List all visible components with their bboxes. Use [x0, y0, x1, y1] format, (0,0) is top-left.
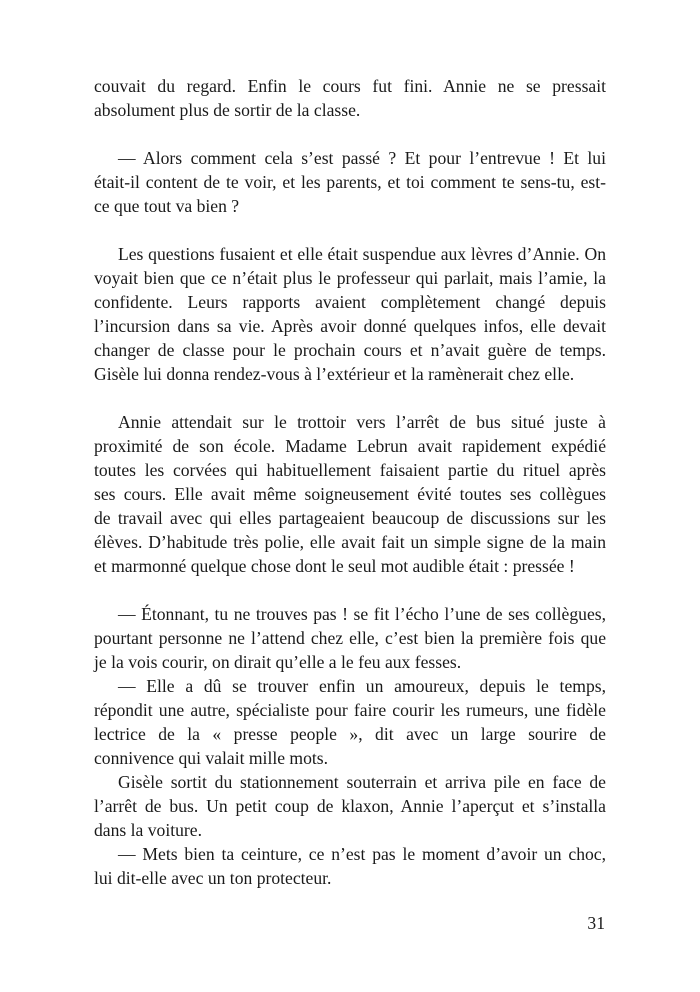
text-line: absolument plus de sortir de la classe. [94, 100, 361, 120]
text-line: voyait bien que ce n’était plus le professeur qui parlait, mais l’amie, la [94, 268, 606, 288]
text-line: lui dit-elle avec un ton protecteur. [94, 868, 332, 888]
text-line: Les questions fusaient et elle était suspendue aux lèvres d’Annie. On [118, 244, 606, 264]
text-line: de travail avec qui elles partageaient beaucoup de discussions sur les [94, 508, 606, 528]
text-line: — Mets bien ta ceinture, ce n’est pas le moment d’avoir un choc, [118, 844, 606, 864]
text-line: connivence qui valait mille mots. [94, 748, 329, 768]
paragraph [94, 674, 606, 770]
text-line: était-il content de te voir, et les parents, et toi comment te sens-tu, est- [94, 172, 606, 192]
text-line: ses cours. Elle avait même soigneusement évité toutes ses collègues [94, 484, 606, 504]
paragraph [94, 146, 606, 218]
paragraph [94, 410, 606, 578]
text-line: Gisèle sortit du stationnement souterrain et arriva pile en face de [118, 772, 606, 792]
page-body [94, 74, 606, 890]
text-line: toutes les corvées qui habituellement faisaient partie du rituel après [94, 460, 606, 480]
text-line: et marmonné quelque chose dont le seul mot audible était : pressée ! [94, 556, 575, 576]
text-line: ce que tout va bien ? [94, 196, 240, 216]
text-line: élèves. D’habitude très polie, elle avait fait un simple signe de la main [94, 532, 606, 552]
text-line: Gisèle lui donna rendez-vous à l’extérieur et la ramènerait chez elle. [94, 364, 575, 384]
paragraph [94, 74, 606, 122]
text-line: couvait du regard. Enfin le cours fut fini. Annie ne se pressait [94, 76, 606, 96]
text-line: confidente. Leurs rapports avaient complètement changé depuis [94, 292, 606, 312]
text-line: — Elle a dû se trouver enfin un amoureux, depuis le temps, [118, 676, 606, 696]
paragraph [94, 602, 606, 674]
page-number: 31 [587, 913, 605, 933]
text-line: lectrice de la « presse people », dit avec un large sourire de [94, 724, 606, 744]
text-line: proximité de son école. Madame Lebrun avait rapidement expédié [94, 436, 606, 456]
text-line: changer de classe pour le prochain cours et n’avait guère de temps. [94, 340, 606, 360]
text-line: Annie attendait sur le trottoir vers l’arrêt de bus situé juste à [118, 412, 606, 432]
paragraph [94, 842, 606, 890]
text-line: pourtant personne ne l’attend chez elle, c’est bien la première fois que [94, 628, 606, 648]
paragraph [94, 242, 606, 386]
text-line: — Alors comment cela s’est passé ? Et pour l’entrevue ! Et lui [118, 148, 606, 168]
text-line: l’arrêt de bus. Un petit coup de klaxon, Annie l’aperçut et s’installa [94, 796, 606, 816]
text-line: je la vois courir, on dirait qu’elle a le feu aux fesses. [94, 652, 462, 672]
text-line: — Étonnant, tu ne trouves pas ! se fit l’écho l’une de ses collègues, [118, 604, 606, 624]
text-line: dans la voiture. [94, 820, 202, 840]
text-line: répondit une autre, spécialiste pour faire courir les rumeurs, une fidèle [94, 700, 606, 720]
text-line: l’incursion dans sa vie. Après avoir donné quelques infos, elle devait [94, 316, 606, 336]
paragraph [94, 770, 606, 842]
